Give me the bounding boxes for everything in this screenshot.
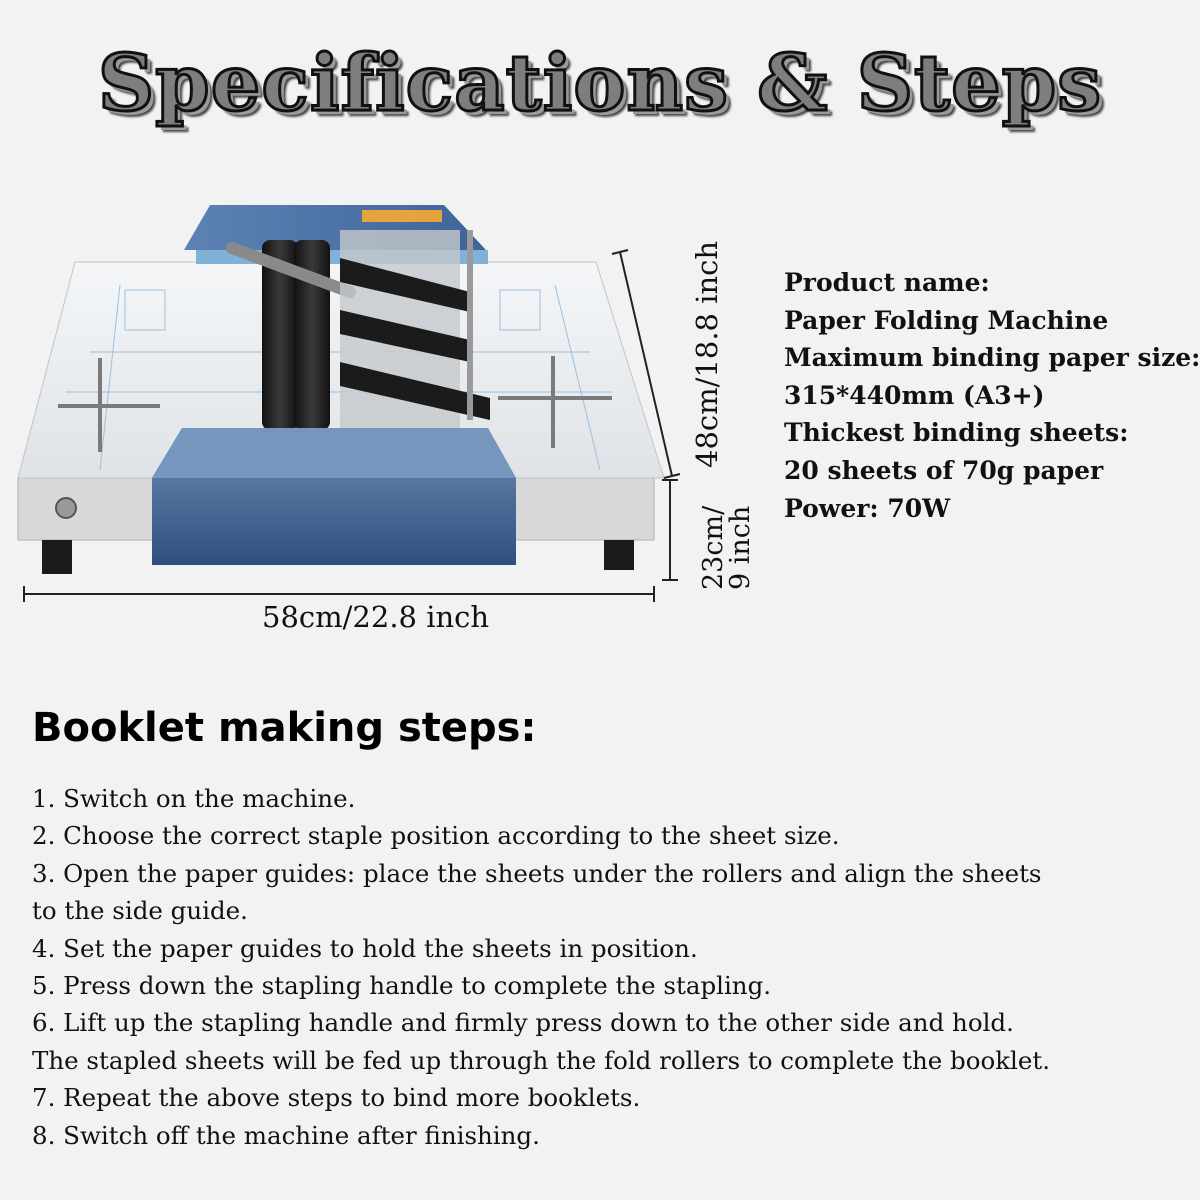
depth-dimension-label: 48cm/18.8 inch	[690, 240, 724, 468]
step-line: 6. Lift up the stapling handle and firmly press down to the other side and hold.	[32, 1008, 1014, 1038]
step-line: to the side guide.	[32, 896, 248, 926]
step-line: 2. Choose the correct staple position according to the sheet size.	[32, 821, 840, 851]
machine-front-cover	[152, 428, 516, 565]
height-in-label: 9 inch	[725, 505, 756, 590]
steps-list	[32, 780, 1172, 1154]
spec-list	[784, 264, 1200, 527]
width-dimension-label: 58cm/22.8 inch	[262, 600, 490, 634]
spec-line: 20 sheets of 70g paper	[784, 455, 1104, 485]
foot-right	[604, 540, 634, 570]
page-title: Specifications & Steps	[97, 38, 1103, 129]
spec-line: Maximum binding paper size:	[784, 343, 1200, 373]
step-line: 8. Switch off the machine after finishing.	[32, 1120, 540, 1150]
spec-line: Power: 70W	[784, 493, 951, 523]
spec-line: Thickest binding sheets:	[784, 418, 1129, 448]
step-line: 3. Open the paper guides: place the sheets under the rollers and align the sheets	[32, 858, 1042, 888]
height-dimension-label	[700, 506, 754, 590]
height-cm-label: 23cm/	[698, 505, 729, 590]
steps-heading: Booklet making steps:	[32, 705, 537, 751]
spec-line: Paper Folding Machine	[784, 305, 1109, 335]
step-line: 7. Repeat the above steps to bind more booklets.	[32, 1083, 641, 1113]
step-line: The stapled sheets will be fed up through the fold rollers to complete the booklet.	[32, 1045, 1051, 1075]
step-line: 5. Press down the stapling handle to complete the stapling.	[32, 971, 772, 1001]
spec-line: Product name:	[784, 268, 990, 297]
spec-line: 315*440mm (A3+)	[784, 380, 1045, 410]
foot-left	[42, 540, 72, 574]
step-line: 4. Set the paper guides to hold the sheets in position.	[32, 933, 698, 963]
step-line: 1. Switch on the machine.	[32, 784, 356, 813]
power-switch-icon	[56, 498, 76, 518]
